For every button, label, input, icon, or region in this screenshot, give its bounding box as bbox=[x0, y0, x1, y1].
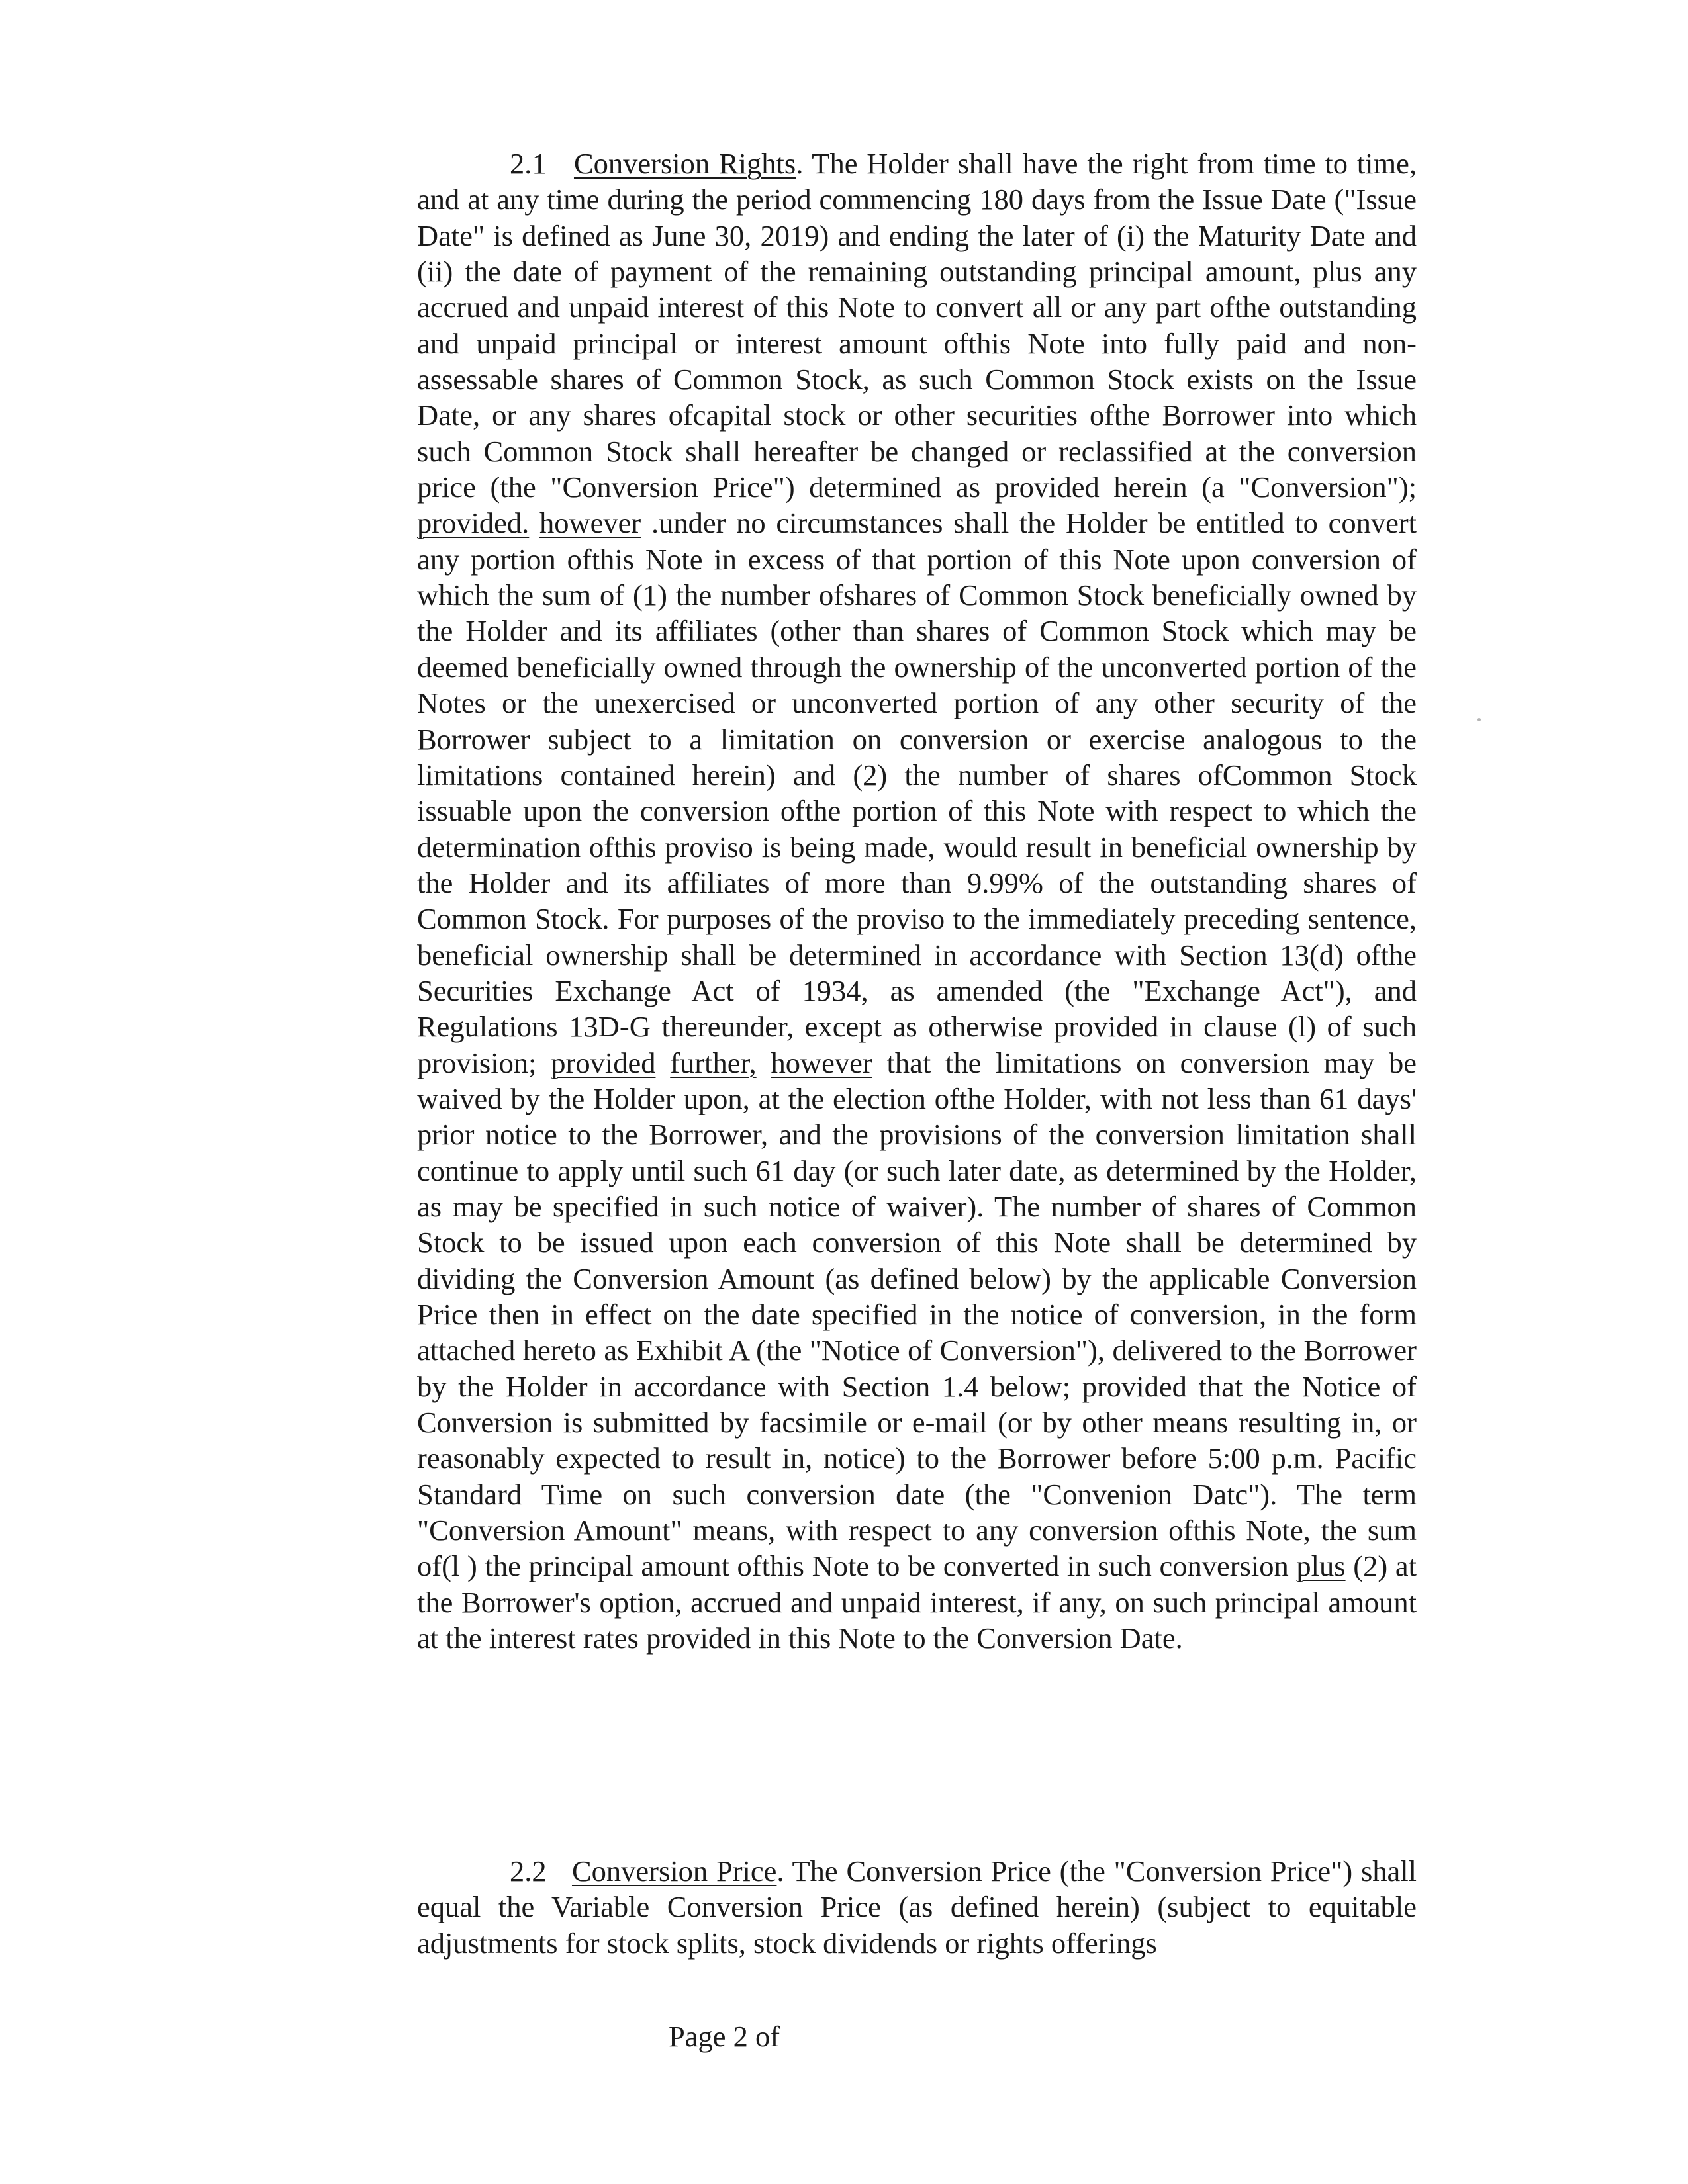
underlined-term: however bbox=[771, 1046, 872, 1079]
underlined-term: provided bbox=[551, 1046, 656, 1079]
underlined-term: plus bbox=[1296, 1549, 1346, 1583]
section-2-1-conversion-rights bbox=[417, 146, 1417, 1656]
scan-speck bbox=[1477, 718, 1481, 721]
section-heading: Conversion Rights bbox=[573, 147, 796, 180]
section-2-1-paragraph bbox=[417, 146, 1417, 1656]
paragraph-text: . The Holder shall have the right from time to time, and at any time during the period commencing 180 days from the Issue Date ("Issue Date" is defined as June 30, 2019) and ending the later of (i) the Maturity Date and (ii) the date of payment of the remaining outstanding principal amount, plus any accrued and unpaid interest of this Note to convert all or any part ofthe outstanding and unpaid principal or interest amount ofthis Note into fully paid and non-assessable shares of Common Stock, as such Common Stock exists on the Issue Date, or any shares ofcapital stock or other securities ofthe Borrower into which such Common Stock shall hereafter be changed or reclassified at the conversion price (the "Conversion Price") determined as provided herein (a "Conversion"); bbox=[417, 147, 1417, 504]
section-heading: Conversion Price bbox=[571, 1854, 777, 1888]
page-footer bbox=[669, 2019, 780, 2054]
paragraph-text: that the limitations on conversion may be waived by the Holder upon, at the election ofthe Holder, with not less than 61 days' prior notice to the Borrower, and the provisions of the conversion limitation shall continue to apply until such 61 day (or such later date, as determined by the Holder, as may be specified in such notice of waiver). The number of shares of Common Stock to be issued upon each conversion of this Note shall be determined by dividing the Conversion Amount (as defined below) by the applicable Conversion Price then in effect on the date specified in the notice of conversion, in the form attached hereto as Exhibit A (the "Notice of Conversion"), delivered to the Borrower by the Holder in accordance with Section 1.4 below; provided that the Notice of Conversion is submitted by facsimile or e-mail (or by other means resulting in, or reasonably expected to result in, notice) to the Borrower before 5:00 p.m. Pacific Standard Time on such conversion date (the "Convenion Datc"). The term "Conversion Amount" means, with respect to any conversion ofthis Note, the sum of(l ) the principal amount ofthis Note to be converted in such conversion bbox=[417, 1046, 1417, 1583]
section-2-2-paragraph bbox=[417, 1853, 1417, 1961]
section-2-2-conversion-price bbox=[417, 1853, 1417, 1961]
paragraph-text: .under no circumstances shall the Holder be entitled to convert any portion ofthis Note in excess of that portion of this Note upon conversion of which the sum of (1) the number ofshares of Common Stock beneficially owned by the Holder and its affiliates (other than shares of Common Stock which may be deemed beneficially owned through the ownership of the unconverted portion of the Notes or the unexercised or unconverted portion of any other security of the Borrower subject to a limitation on conversion or exercise analogous to the limitations contained herein) and (2) the number of shares ofCommon Stock issuable upon the conversion ofthe portion of this Note with respect to which the determination ofthis proviso is being made, would result in beneficial ownership by the Holder and its affiliates of more than 9.99% of the outstanding shares of Common Stock. For purposes of the proviso to the immediately preceding sentence, beneficial ownership shall be determined in accordance with Section 13(d) ofthe Securities Exchange Act of 1934, as amended (the "Exchange Act"), and Regulations 13D-G thereunder, except as otherwise provided in clause (l) of such provision; bbox=[417, 506, 1417, 1079]
underlined-term: however bbox=[539, 506, 641, 540]
section-number: 2.2 bbox=[510, 1854, 547, 1888]
paragraph-text: . The Conversion Price (the "Conversion Price") shall equal the Variable Conversion Price (as defined herein) (subject to equitable adjustments for stock splits, stock dividends or rights offerings bbox=[417, 1854, 1417, 1960]
underlined-term: provided. bbox=[417, 506, 530, 540]
underlined-term: further, bbox=[670, 1046, 757, 1079]
paragraph-text: (2) at the Borrower's option, accrued and unpaid interest, if any, on such principal amount at the interest rates provided in this Note to the Conversion Date. bbox=[417, 1549, 1417, 1655]
page-number: Page 2 of bbox=[669, 2020, 780, 2053]
section-number: 2.1 bbox=[510, 147, 547, 180]
